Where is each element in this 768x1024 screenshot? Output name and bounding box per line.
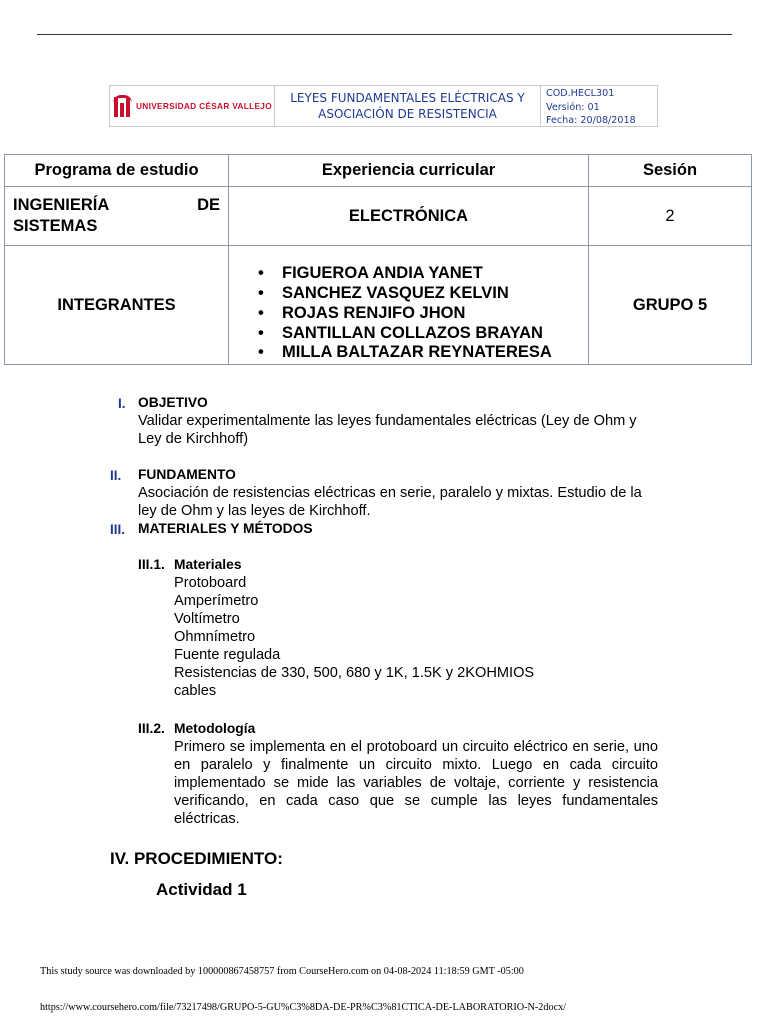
section-3-title: MATERIALES Y MÉTODOS [138, 521, 313, 536]
program-line-1: INGENIERÍA DE [13, 196, 220, 214]
list-item: • MILLA BALTAZAR REYNATERESA [258, 343, 588, 363]
list-item: Voltímetro [174, 611, 240, 627]
list-item: Protoboard [174, 575, 247, 591]
document-code: COD.HECL301 [546, 88, 615, 99]
source-url: https://www.coursehero.com/file/73217498/GRUPO-5-GU%C3%8DA-DE-PR%C3%81CTICA-DE-LABORATORIO-N-2docx/ [40, 1002, 567, 1013]
section-2-text: Asociación de resistencias eléctricas en serie, paralelo y mixtas. Estudio de la ley de Ohm y las leyes de Kirchhoff. [138, 485, 642, 519]
list-item: • ROJAS RENJIFO JHON [258, 304, 588, 324]
activity-title: Actividad 1 [156, 880, 247, 899]
header-program: Programa de estudio [5, 155, 229, 187]
header-session: Sesión [589, 155, 752, 187]
subsection-3-2-title: Metodología [174, 721, 256, 736]
subsection-materiales [174, 556, 634, 700]
subsection-3-1-number: III.1. [138, 557, 165, 572]
subsection-3-2-text: Primero se implementa en el protoboard un circuito eléctrico en serie, uno en paralelo y finalmente un circuito mixto. Luego en cada circuito implementado se mide las variables de voltaje, corriente y resistencia verificando, en cada caso que se cumple las leyes fundamentales eléctricas. [174, 739, 658, 827]
members-label-cell: INTEGRANTES [5, 246, 229, 365]
members-cell [229, 246, 589, 365]
subsection-3-1-title: Materiales [174, 557, 242, 572]
section-objetivo [138, 394, 658, 448]
section-fundamento [138, 466, 658, 520]
document-header [109, 85, 658, 127]
download-notice: This study source was downloaded by 100000867458757 from CourseHero.com on 04-08-2024 11:18:59 GMT -05:00 [40, 966, 524, 977]
list-item: cables [174, 683, 217, 699]
course-info-table [4, 154, 752, 365]
section-1-title: OBJETIVO [138, 395, 208, 410]
table-row [5, 246, 752, 365]
experience-cell: ELECTRÓNICA [229, 187, 589, 246]
list-item: Fuente regulada [174, 647, 281, 663]
section-1-number: I. [118, 396, 126, 411]
section-2-number: II. [110, 468, 122, 483]
subsection-3-2-number: III.2. [138, 721, 165, 736]
top-rule [37, 34, 732, 35]
list-item: • SANTILLAN COLLAZOS BRAYAN [258, 324, 588, 344]
list-item: Resistencias de 330, 500, 680 y 1K, 1.5K y 2KOHMIOS [174, 665, 535, 681]
program-line-2: SISTEMAS [13, 217, 98, 235]
list-item: • FIGUEROA ANDIA YANET [258, 264, 588, 284]
table-header-row [5, 155, 752, 187]
section-4-title: IV. PROCEDIMIENTO: [110, 849, 283, 868]
header-experience: Experiencia curricular [229, 155, 589, 187]
table-row [5, 187, 752, 246]
document-version: Versión: 01 [546, 101, 600, 113]
list-item: • SANCHEZ VASQUEZ KELVIN [258, 284, 588, 304]
section-3-number: III. [110, 522, 126, 537]
university-logo [110, 86, 275, 126]
section-2-title: FUNDAMENTO [138, 467, 236, 482]
session-cell: 2 [589, 187, 752, 246]
ucv-logo-icon [113, 95, 132, 117]
group-cell: GRUPO 5 [589, 246, 752, 365]
members-list [229, 264, 588, 363]
document-date: Fecha: 20/08/2018 [546, 115, 636, 126]
document-title: LEYES FUNDAMENTALES ELÉCTRICAS Y ASOCIACIÓN DE RESISTENCIA [275, 86, 541, 126]
program-cell [5, 187, 229, 246]
section-1-text: Validar experimentalmente las leyes fundamentales eléctricas (Ley de Ohm y Ley de Kirchhoff) [138, 413, 637, 447]
subsection-metodologia [174, 720, 658, 828]
logo-text: UNIVERSIDAD CÉSAR VALLEJO [136, 101, 272, 111]
list-item: Amperímetro [174, 593, 259, 609]
document-meta [541, 86, 657, 126]
list-item: Ohmnímetro [174, 629, 256, 645]
